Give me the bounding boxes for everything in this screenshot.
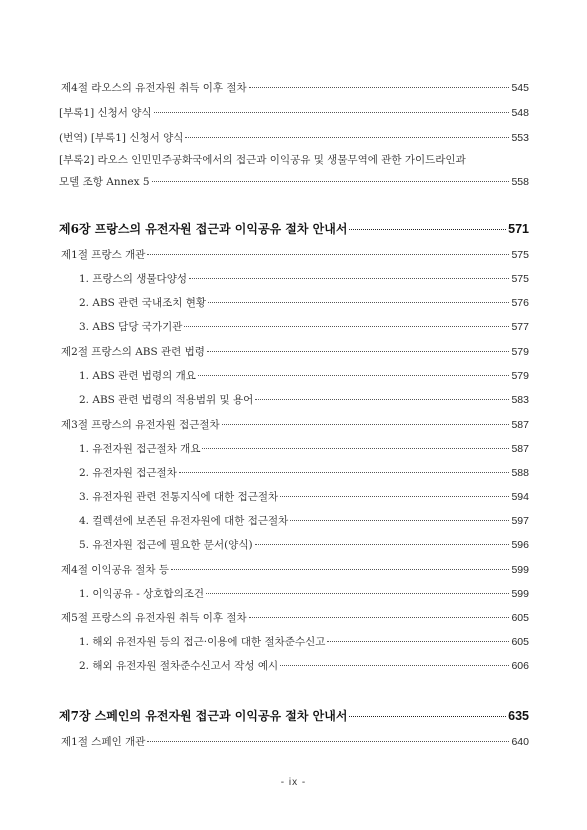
toc-entry-page: 588 [511,467,529,479]
toc-entry-label-line2: 모델 조항 Annex 5 [59,176,150,188]
toc-entry-label: 2. 해외 유전자원 절차준수신고서 작성 예시 [79,660,279,672]
leader-dots [208,302,509,303]
toc-entry-line2 [59,171,529,193]
toc-entry-page: 594 [511,491,529,503]
toc-entry-page: 599 [511,588,529,600]
toc-subsection[interactable] [59,514,529,528]
toc-entry-label: 1. 프랑스의 생물다양성 [79,273,187,285]
toc-entry-label: 1. ABS 관련 법령의 개요 [79,370,196,382]
chapter-page: 635 [508,709,529,723]
toc-section[interactable] [59,611,529,625]
toc-subsection[interactable] [59,442,529,456]
toc-entry-label: 1. 이익공유 - 상호합의조건 [79,588,205,600]
toc-section[interactable] [59,345,529,359]
toc-entry-label: 제2절 프랑스의 ABS 관련 법령 [61,346,205,358]
leader-dots [152,181,510,182]
toc-entry-page: 597 [511,515,529,527]
toc-entry[interactable] [59,81,529,95]
toc-entry-page: 587 [511,443,529,455]
toc-entry-page: 605 [511,612,529,624]
toc-subsection[interactable] [59,635,529,649]
toc-entry-page: 579 [511,370,529,382]
leader-dots [184,326,509,327]
leader-dots [171,569,509,570]
toc-entry-label: [부록1] 신청서 양식 [59,107,152,119]
toc-entry-label: 4. 컬렉션에 보존된 유전자원에 대한 접근절차 [79,515,289,527]
leader-dots [198,375,510,376]
leader-dots [280,496,509,497]
toc-section[interactable] [59,563,529,577]
toc-chapter-7[interactable] [59,709,529,723]
toc-subsection[interactable] [59,320,529,334]
toc-entry-page: 640 [511,736,529,748]
leader-dots [147,254,509,255]
toc-entry[interactable] [59,106,529,120]
toc-subsection[interactable] [59,393,529,407]
leader-dots [206,593,509,594]
chapter-title: 제6장 프랑스의 유전자원 접근과 이익공유 절차 안내서 [59,222,348,236]
leader-dots [349,716,506,717]
toc-entry-label: 제4절 이익공유 절차 등 [61,564,169,576]
leader-dots [222,424,510,425]
leader-dots [290,520,509,521]
toc-entry-label: (번역) [부록1] 신청서 양식 [59,132,184,144]
toc-entry-page: 605 [511,636,529,648]
leader-dots [179,472,510,473]
toc-entry-label: 5. 유전자원 접근에 필요한 문서(양식) [79,539,253,551]
toc-subsection[interactable] [59,659,529,673]
toc-entry-label: 제5절 프랑스의 유전자원 취득 이후 절차 [61,612,247,624]
toc-entry-page: 579 [511,346,529,358]
toc-entry-page: 606 [511,660,529,672]
toc-entry-page: 576 [511,297,529,309]
leader-dots [202,448,509,449]
toc-entry-page: 553 [511,132,529,144]
toc-entry-page: 575 [511,249,529,261]
toc-chapter-6[interactable] [59,222,529,236]
leader-dots [280,665,509,666]
toc-subsection[interactable] [59,587,529,601]
toc-entry-label: 제1절 스페인 개관 [61,736,146,748]
toc-entry-label: 2. 유전자원 접근절차 [79,467,177,479]
toc-entry-label: 제4절 라오스의 유전자원 취득 이후 절차 [61,82,247,94]
leader-dots [189,278,509,279]
toc-entry-page: 599 [511,564,529,576]
leader-dots [249,87,510,88]
chapter-page: 571 [508,222,529,236]
leader-dots [349,229,506,230]
toc-entry-label: 3. ABS 담당 국가기관 [79,321,183,333]
toc-subsection[interactable] [59,369,529,383]
toc-entry-label: 제1절 프랑스 개관 [61,249,146,261]
toc-subsection[interactable] [59,538,529,552]
toc-entry-appendix2[interactable] [59,149,529,193]
toc-subsection[interactable] [59,296,529,310]
leader-dots [147,741,509,742]
toc-entry-label: 1. 유전자원 접근절차 개요 [79,443,201,455]
toc-section[interactable] [59,735,529,749]
leader-dots [249,617,510,618]
leader-dots [207,351,510,352]
toc-entry-label: 제3절 프랑스의 유전자원 접근절차 [61,419,220,431]
toc-entry-label: 1. 해외 유전자원 등의 접근·이용에 대한 절차준수신고 [79,636,326,648]
toc-section[interactable] [59,248,529,262]
toc-entry-page: 596 [511,539,529,551]
page-number: - ix - [280,777,307,788]
toc-subsection[interactable] [59,490,529,504]
toc-entry-page: 587 [511,419,529,431]
toc-entry-label: 2. ABS 관련 법령의 적용범위 및 용어 [79,394,254,406]
leader-dots [255,544,510,545]
leader-dots [154,112,510,113]
toc-entry-page: 575 [511,273,529,285]
toc-entry-page: 548 [511,107,529,119]
toc-entry-label: 3. 유전자원 관련 전통지식에 대한 접근절차 [79,491,279,503]
leader-dots [255,399,509,400]
toc-subsection[interactable] [59,466,529,480]
toc-entry[interactable] [59,131,529,145]
leader-dots [327,641,509,642]
leader-dots [185,137,509,138]
toc-entry-page: 577 [511,321,529,333]
toc-section[interactable] [59,418,529,432]
toc-subsection[interactable] [59,272,529,286]
toc-entry-label-line1: [부록2] 라오스 인민민주공화국에서의 접근과 이익공유 및 생물무역에 관한 가이드라인과 [59,154,466,166]
toc-entry-page: 583 [511,394,529,406]
toc-entry-page: 558 [511,176,529,188]
toc-entry-label: 2. ABS 관련 국내조치 현황 [79,297,207,309]
toc-entry-page: 545 [511,82,529,94]
chapter-title: 제7장 스페인의 유전자원 접근과 이익공유 절차 안내서 [59,709,348,723]
